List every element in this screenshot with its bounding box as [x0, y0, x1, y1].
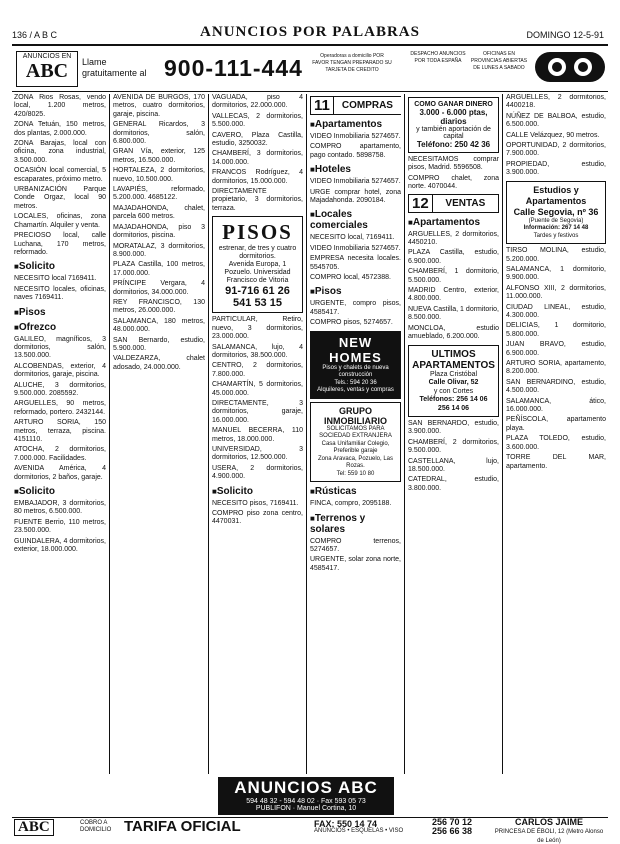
- ad-text: PRÍNCIPE Vergara, 4 dormitorios, 34.000.000.: [113, 280, 205, 296]
- money-ad: COMO GANAR DINERO 3.000 - 6.000 ptas, diarios y también aportación de capital Teléfono: 250 42 36: [408, 97, 499, 153]
- ad-text: VAGUADA, piso 4 dormitorios, 22.000.000.: [212, 94, 303, 110]
- ad-text: TORRE DEL MAR, apartamento.: [506, 454, 606, 470]
- subsection-heading: ■ Apartamentos: [408, 217, 499, 228]
- column-rule: [109, 94, 110, 774]
- section-title: ANUNCIOS POR PALABRAS: [200, 24, 420, 40]
- abc-footer-logo: ABC: [14, 819, 54, 836]
- ad-text: SALAMANCA, ático, 16.000.000.: [506, 397, 606, 414]
- ad-text: MORATALAZ, 3 dormitorios, 8.900.000.: [113, 242, 205, 258]
- column-3: [212, 94, 303, 776]
- subsection-heading: ■ Pisos: [14, 307, 106, 318]
- ad-text: PEÑÍSCOLA, apartamento playa.: [506, 416, 606, 432]
- ad-text: MONCLOA, estudio amueblado, 6.200.000.: [408, 324, 499, 341]
- ad-text: URBANIZACIÓN Parque Conde Orgaz, local 90 metros.: [14, 186, 106, 210]
- ad-text: ZONA Tetuán, 150 metros, dos plantas, 2.000.000.: [14, 121, 106, 137]
- column-6: [506, 94, 606, 776]
- ad-text: PROPIEDAD, estudio, 3.900.000.: [506, 160, 606, 177]
- ad-text: MANUEL BECERRA, 110 metros, 18.000.000.: [212, 427, 303, 443]
- ad-text: DIRECTAMENTE propietario, 3 dormitorios, terraza.: [212, 188, 303, 212]
- page-number: 136 / A B C: [12, 30, 58, 40]
- subsection-heading: ■ Rústicas: [310, 486, 401, 497]
- column-1: [14, 94, 106, 776]
- ad-text: PARTICULAR, Retiro, nuevo, 3 dormitorios, 23.000.000.: [212, 316, 303, 341]
- ad-text: MAJADAHONDA, piso 3 dormitorios, piscina.: [113, 223, 205, 240]
- ad-text: ALFONSO XIII, 2 dormitorios, 11.000.000.: [506, 284, 606, 301]
- ad-text: ARTURO SORIA, 150 metros, terraza, piscina. 4151110.: [14, 419, 106, 443]
- ad-text: VIDEO Inmobiliaria 5274657.: [310, 244, 401, 252]
- section-compras: 11 COMPRAS: [310, 96, 401, 115]
- ad-text: DIRECTAMENTE, 3 dormitorios, garaje, 16.000.000.: [212, 399, 303, 424]
- ad-text: NECESITAMOS comprar pisos, Madrid. 5596508.: [408, 156, 499, 172]
- ad-text: ALCOBENDAS, exterior, 4 dormitorios, garaje, piscina.: [14, 362, 106, 379]
- ad-text: GENERAL Ricardos, 3 dormitorios, salón, 6.800.000.: [113, 121, 205, 146]
- anuncios-abc-box: ANUNCIOS ABC 594 48 32 - 594 48 02 · Fax 593 05 73 PUBLIFON · Manuel Cortina, 10: [218, 777, 394, 815]
- ad-text: COMPRO piso zona centro, 4470031.: [212, 510, 303, 526]
- ad-text: LOCALES, oficinas, zona Chamartín. Alquiler y venta.: [14, 213, 106, 229]
- fax-number: FAX: 550 14 74: [314, 819, 378, 829]
- ad-text: USERA, 2 dormitorios, 4.900.000.: [212, 464, 303, 481]
- ad-text: URGE comprar hotel, zona Majadahonda. 2090184.: [310, 188, 401, 205]
- subsection-heading: ■ Pisos: [310, 286, 401, 297]
- ad-text: CALLE Velázquez, 90 metros.: [506, 131, 600, 139]
- free-phone-number: 900-111-444: [164, 55, 303, 81]
- estudios-apartamentos-ad: Estudios y Apartamentos Calle Segovia, nº 36 (Puente de Segovia) Información: 267 14 48 Tardes y festivos: [506, 181, 606, 245]
- column-4: [310, 94, 401, 776]
- ad-text: URGENTE, solar zona norte, 4585417.: [310, 556, 401, 572]
- ad-text: COMPRO apartamento, pago contado. 5898758.: [310, 143, 401, 159]
- ad-text: PLAZA Castilla, estudio, 6.900.000.: [408, 249, 499, 265]
- carlos-jaime-ad: CARLOS JAIME PRINCESA DE ÉBOLI, 12 (Metro Alonso de León): [494, 817, 604, 844]
- ad-text: FINCA, compro, 2095188.: [310, 500, 392, 508]
- ad-text: OPORTUNIDAD, 2 dormitorios, 7.900.000.: [506, 142, 606, 158]
- ad-text: NECESITO local, 7169411.: [310, 234, 395, 242]
- ad-text: TIRSO MOLINA, estudio, 5.200.000.: [506, 247, 606, 263]
- ad-text: ARGUELLES, 90 metros, reformado, portero. 2432144.: [14, 400, 106, 416]
- ad-text: MADRID Centro, exterior, 4.800.000.: [408, 287, 499, 303]
- top-banner: [12, 47, 608, 92]
- ad-text: CATEDRAL, estudio, 3.800.000.: [408, 476, 499, 492]
- ad-text: CASTELLANA, lujo, 18.500.000.: [408, 457, 499, 474]
- ad-text: PRECIOSO local, calle Luchana, 170 metros, reformado.: [14, 232, 106, 256]
- ad-text: SALAMANCA, 1 dormitorio, 9.900.000.: [506, 265, 606, 282]
- ad-text: CHAMBERÍ, 3 dormitorios, 14.000.000.: [212, 150, 303, 166]
- footer-band: [12, 817, 608, 844]
- ad-text: JUAN BRAVO, estudio, 6.900.000.: [506, 341, 606, 357]
- ad-text: REY FRANCISCO, 130 metros, 26.000.000.: [113, 298, 205, 315]
- column-5: [408, 94, 499, 776]
- subsection-heading: ■ Solicito: [14, 486, 106, 497]
- ad-text: ARGUELLES, 2 dormitorios, 4450210.: [408, 230, 499, 247]
- section-ventas: 12 VENTAS: [408, 194, 499, 213]
- column-rule: [306, 94, 307, 774]
- cobro-domicilio: COBRO A DOMICILIO: [80, 820, 112, 833]
- column-rule: [208, 94, 209, 774]
- ultimos-apartamentos-ad: ULTIMOS APARTAMENTOS Plaza Cristóbal Calle Olivar, 52 y con Cortes Teléfonos: 256 14 06 256 14 06: [408, 345, 499, 418]
- ad-text: NECESITO local 7169411.: [14, 275, 97, 283]
- subsection-heading: ■ Apartamentos: [310, 119, 401, 130]
- subsection-heading: ■ Terrenos y solares: [310, 513, 401, 535]
- new-homes-ad: NEW HOMES Pisos y chalets de nueva construcción Tels.: 594 20 36 Alquileres, ventas y compras: [310, 331, 401, 399]
- column-2: [113, 94, 205, 776]
- call-text: Llame gratuitamente al: [82, 57, 147, 78]
- subsection-heading: ■ Solicito: [14, 261, 106, 272]
- ad-text: OCASIÓN local comercial, 5 escaparates, próximo metro.: [14, 167, 106, 183]
- column-rule: [502, 94, 503, 774]
- ad-text: AVENIDA DE BURGOS, 170 metros, cuatro dormitorios, garaje, piscina.: [113, 94, 205, 118]
- ad-text: UNIVERSIDAD, 3 dormitorios, 12.500.000.: [212, 445, 303, 462]
- ad-text: VALDEZARZA, chalet adosado, 24.000.000.: [113, 355, 205, 371]
- ad-text: ARTURO SORIA, apartamento, 8.200.000.: [506, 360, 606, 376]
- ad-text: NECESITO locales, oficinas, naves 7169411.: [14, 285, 106, 302]
- qa-logo-icon: [534, 51, 606, 83]
- banner-operator-note: Operadoras a domicilio POR FAVOR TENGAN PREPARADO SU TARJETA DE CREDITO: [312, 53, 392, 73]
- ad-text: CAVERO, Plaza Castilla, estudio, 3250032.: [212, 131, 303, 148]
- ad-text: SAN BERNARDO, estudio, 3.900.000.: [408, 420, 499, 436]
- ad-text: COMPRO chalet, zona norte. 4070044.: [408, 174, 499, 191]
- ad-text: ARGUELLES, 2 dormitorios, 4400218.: [506, 94, 606, 110]
- ad-text: CHAMARTÍN, 5 dormitorios, 45.000.000.: [212, 381, 303, 397]
- abc-logo: ANUNCIOS EN ABC: [16, 51, 78, 87]
- issue-date: DOMINGO 12-5-91: [526, 30, 604, 40]
- ad-text: URGENTE, compro pisos, 4585417.: [310, 300, 401, 316]
- column-rule: [404, 94, 405, 774]
- ad-text: GRAN Vía, exterior, 125 metros, 16.500.000.: [113, 148, 205, 164]
- ad-text: SALAMANCA, 180 metros, 48.000.000.: [113, 317, 205, 334]
- ad-text: SALAMANCA, lujo, 4 dormitorios, 38.500.000.: [212, 343, 303, 359]
- ad-text: CHAMBERÍ, 2 dormitorios, 9.500.000.: [408, 438, 499, 455]
- ad-text: DELICIAS, 1 dormitorio, 5.800.000.: [506, 322, 606, 338]
- ad-text: NUEVA Castilla, 1 dormitorio, 8.500.000.: [408, 305, 499, 322]
- ad-text: COMPRO terrenos, 5274657.: [310, 537, 401, 553]
- page-header: [12, 14, 608, 46]
- ad-text: LAVAPIÉS, reformado, 5.200.000. 4685122.: [113, 186, 205, 202]
- ad-text: GALILEO, magníficos, 3 dormitorios, salón, 13.500.000.: [14, 335, 106, 360]
- fax-subtitle: ANUNCIOS • ESQUELAS • VISO: [314, 828, 404, 834]
- ad-text: PLAZA TOLEDO, estudio, 3.600.000.: [506, 435, 606, 451]
- ad-text: ZONA Barajas, local con oficina, zona industrial, 3.500.000.: [14, 140, 106, 164]
- ad-text: NECESITO pisos, 7169411.: [212, 499, 299, 507]
- subsection-heading: ■ Hoteles: [310, 164, 401, 175]
- ad-text: VALLECAS, 2 dormitorios, 5.500.000.: [212, 112, 303, 129]
- ad-text: COMPRO pisos, 5274657.: [310, 319, 393, 327]
- ad-text: EMPRESA necesita locales. 5545705.: [310, 255, 401, 271]
- banner-note-1: DESPACHO ANUNCIOS POR TODA ESPAÑA: [410, 51, 466, 64]
- subsection-heading: ■ Solicito: [212, 486, 303, 497]
- ad-text: SAN Bernardo, estudio, 5.900.000.: [113, 336, 205, 352]
- footer-phones: 256 70 12 256 66 38: [432, 817, 473, 836]
- ad-text: EMBAJADOR, 3 dormitorios, 80 metros, 6.500.000.: [14, 500, 106, 516]
- ad-text: COMPRO local, 4572388.: [310, 274, 391, 282]
- ad-text: VIDEO Inmobiliaria 5274657.: [310, 178, 401, 186]
- newspaper-page: [12, 14, 608, 844]
- ad-text: FUENTE Berrio, 110 metros, 23.500.000.: [14, 518, 106, 535]
- subsection-heading: ■ Locales comerciales: [310, 209, 401, 231]
- ad-text: CIUDAD LINEAL, estudio, 4.300.000.: [506, 303, 606, 319]
- ad-text: ATOCHA, 2 dormitorios, 7.000.000. Facilidades.: [14, 446, 106, 462]
- ad-text: ALUCHE, 3 dormitorios, 9.500.000. 2085592.: [14, 381, 106, 397]
- ad-text: PLAZA Castilla, 100 metros, 17.000.000.: [113, 261, 205, 277]
- ad-text: VIDEO Inmobiliaria 5274657.: [310, 133, 401, 140]
- ad-text: CHAMBERÍ, 1 dormitorio, 5.500.000.: [408, 268, 499, 284]
- ad-text: HORTALEZA, 2 dormitorios, nuevo, 10.500.000.: [113, 167, 205, 183]
- tarifa-oficial: TARIFA OFICIAL: [124, 818, 241, 835]
- ad-text: AVENIDA América, 4 dormitorios, 2 baños, garaje.: [14, 465, 106, 481]
- ad-text: SAN BERNARDINO, estudio, 4.500.000.: [506, 378, 606, 395]
- ad-text: GUINDALERA, 4 dormitorios, exterior, 18.000.000.: [14, 537, 106, 554]
- pisos-display-ad: PISOS estrenar, de tres y cuatro dormitorios. Avenida Europa, 1 Pozuelo. Universidad Francisco de Vitoria 91-716 61 26 541 53 15: [212, 216, 303, 313]
- ad-text: FRANCOS Rodríguez, 4 dormitorios, 15.000.000.: [212, 169, 303, 185]
- subsection-heading: ■ Ofrezco: [14, 322, 106, 333]
- ad-text: NÚÑEZ DE BALBOA, estudio, 6.500.000.: [506, 112, 606, 129]
- ad-text: ZONA Rios Rosas, vendo local, 1.200 metros, 420/8025.: [14, 94, 106, 118]
- ad-text: MAJADAHONDA, chalet, parcela 600 metros.: [113, 204, 205, 221]
- ad-text: CENTRO, 2 dormitorios, 7.800.000.: [212, 362, 303, 378]
- banner-note-2: OFICINAS EN PROVINCIAS ABIERTAS DE LUNES A SABADO: [470, 51, 528, 71]
- grupo-inmobiliario-ad: GRUPO INMOBILIARIO SOLICITAMOS PARA SOCIEDAD EXTRANJERA Casa Unifamiliar Colegio, Preferible garaje Zona Aravaca, Pozuelo, Las Rozas. Tel: 559 10 80: [310, 402, 401, 483]
